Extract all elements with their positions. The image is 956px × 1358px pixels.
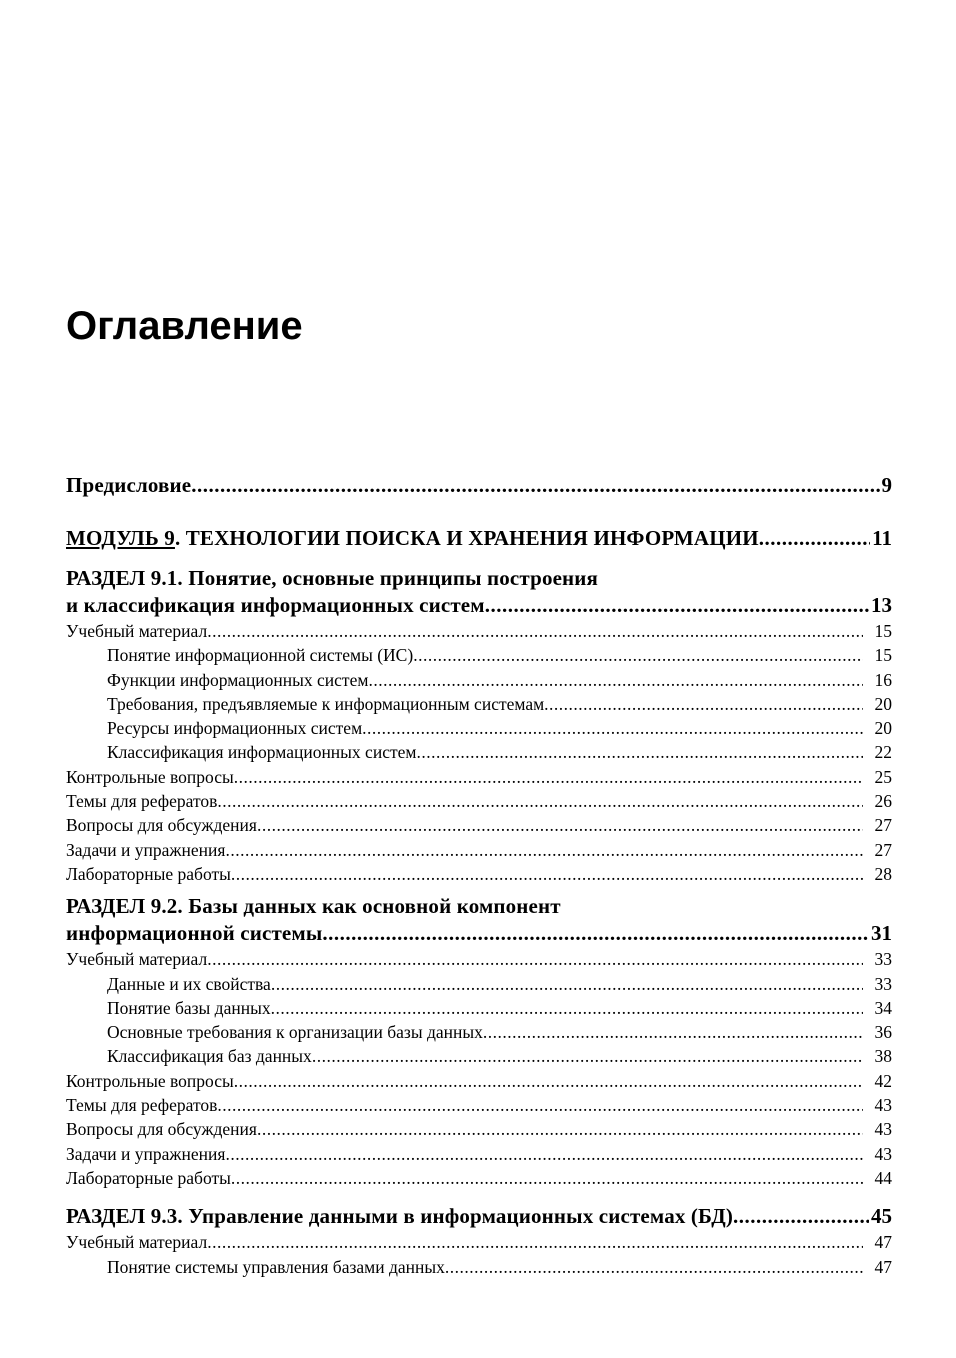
toc-page-number: 25 [874, 766, 892, 787]
toc-page-number: 22 [874, 742, 892, 763]
toc-entry[interactable] [66, 1093, 892, 1117]
toc-page-number: 20 [874, 718, 892, 739]
toc-leader-dots [413, 643, 863, 667]
toc-entry[interactable] [66, 1230, 892, 1254]
toc-entry[interactable] [66, 1142, 892, 1166]
toc-page-number: 27 [874, 815, 892, 836]
toc-subentry[interactable] [66, 716, 892, 740]
toc-leader-dots [416, 740, 863, 764]
toc-module-title [66, 525, 759, 552]
toc-entry[interactable] [66, 838, 892, 862]
toc-leader-dots [217, 789, 863, 813]
toc-page-number: 33 [874, 949, 892, 970]
toc-leader-dots [257, 813, 863, 837]
toc-page-number: 47 [874, 1256, 892, 1277]
toc-leader-dots [368, 668, 863, 692]
toc-subentry[interactable] [66, 1044, 892, 1068]
toc-page-number: 31 [871, 921, 892, 946]
toc-page-number: 36 [874, 1022, 892, 1043]
toc-page-number: 9 [881, 473, 892, 497]
toc-page-number: 28 [874, 863, 892, 884]
toc-page-number: 26 [874, 791, 892, 812]
toc-subentry-title: Данные и их свойства [107, 973, 271, 994]
toc-subentry[interactable] [66, 668, 892, 692]
toc-entry[interactable] [66, 1166, 892, 1190]
toc-page-number: 43 [874, 1119, 892, 1140]
toc-subentry-title: Понятие информационной системы (ИС) [107, 645, 414, 666]
toc-page-number: 16 [874, 669, 892, 690]
page-title: Оглавление [66, 304, 303, 348]
toc-leader-dots [759, 525, 870, 552]
toc-leader-dots [191, 472, 879, 499]
toc-subentry-title: Классификация информационных систем [107, 742, 417, 763]
toc-entry[interactable] [66, 862, 892, 886]
module-label: МОДУЛЬ 9 [66, 526, 175, 550]
toc-subentry-title: Требования, предъявляемые к информационным системам [107, 693, 545, 714]
toc-subentry[interactable] [66, 1255, 892, 1279]
toc-subentry[interactable] [66, 972, 892, 996]
toc-entry-title: Учебный материал [66, 621, 208, 641]
toc-page-number: 11 [872, 526, 892, 550]
toc-leader-dots [312, 1044, 863, 1068]
toc-leader-dots [322, 920, 869, 947]
toc-page-number: 38 [874, 1046, 892, 1067]
toc-page-number: 15 [874, 645, 892, 666]
toc-subentry-title: Ресурсы информационных систем [107, 718, 363, 739]
toc-section[interactable] [66, 592, 892, 619]
toc-subentry[interactable] [66, 996, 892, 1020]
toc-leader-dots [362, 716, 863, 740]
toc-sections [66, 565, 892, 1279]
toc-entry-title: Темы для рефератов [66, 791, 218, 812]
toc-entry[interactable] [66, 1117, 892, 1141]
toc-subentry-title: Основные требования к организации базы данных [107, 1022, 483, 1043]
toc-entry[interactable] [66, 1069, 892, 1093]
toc-page-number: 33 [874, 973, 892, 994]
toc-leader-dots [207, 1230, 863, 1254]
toc-entry-title: Учебный материал [66, 1232, 208, 1253]
module-name: . ТЕХНОЛОГИИ ПОИСКА И ХРАНЕНИЯ ИНФОРМАЦИИ [174, 526, 759, 550]
toc-leader-dots [225, 838, 863, 862]
toc-leader-dots [231, 862, 863, 886]
toc-leader-dots [217, 1093, 863, 1117]
toc-leader-dots [234, 765, 863, 789]
toc-section-title: и классификация информационных систем [66, 593, 485, 617]
toc-section-title: РАЗДЕЛ 9.3. Управление данными в информационных системах (БД) [66, 1204, 734, 1229]
toc-module[interactable] [66, 525, 892, 552]
toc-leader-dots [271, 972, 863, 996]
toc-leader-dots [544, 692, 863, 716]
table-of-contents [66, 472, 892, 1279]
toc-leader-dots [485, 592, 869, 619]
toc-leader-dots [231, 1166, 863, 1190]
toc-entry-title: Лабораторные работы [66, 1167, 231, 1188]
toc-section-heading[interactable]: РАЗДЕЛ 9.1. Понятие, основные принципы построения [66, 566, 599, 590]
toc-entry-title: Вопросы для обсуждения [66, 1119, 257, 1140]
toc-section[interactable] [66, 920, 892, 947]
toc-page-number: 34 [874, 997, 892, 1018]
toc-page-number: 43 [874, 1095, 892, 1116]
toc-page-number: 15 [874, 621, 892, 641]
toc-subentry-title: Классификация баз данных [107, 1046, 312, 1067]
toc-section[interactable] [66, 1203, 892, 1230]
toc-entry[interactable] [66, 619, 892, 643]
toc-leader-dots [483, 1020, 863, 1044]
toc-subentry[interactable] [66, 740, 892, 764]
toc-subentry-title: Понятие базы данных [107, 997, 271, 1018]
toc-leader-dots [207, 619, 863, 643]
toc-subentry[interactable] [66, 1020, 892, 1044]
toc-preface-title: Предисловие [66, 473, 192, 497]
toc-entry-title: Контрольные вопросы [66, 1070, 234, 1091]
toc-entry-title: Контрольные вопросы [66, 766, 234, 787]
toc-section-title: информационной системы [66, 921, 323, 946]
toc-subentry[interactable] [66, 643, 892, 667]
toc-entry[interactable] [66, 947, 892, 971]
toc-entry[interactable] [66, 789, 892, 813]
toc-entry-title: Вопросы для обсуждения [66, 815, 257, 836]
toc-leader-dots [234, 1069, 863, 1093]
toc-page-number: 13 [871, 593, 892, 617]
toc-preface[interactable] [66, 472, 892, 499]
toc-entry-title: Лабораторные работы [66, 863, 231, 884]
toc-leader-dots [225, 1142, 863, 1166]
toc-leader-dots [271, 996, 863, 1020]
toc-entry-title: Учебный материал [66, 949, 208, 970]
toc-page-number: 42 [874, 1070, 892, 1091]
toc-entry[interactable] [66, 765, 892, 789]
toc-subentry-title: Функции информационных систем [107, 669, 369, 690]
toc-subentry[interactable] [66, 692, 892, 716]
toc-entry-title: Темы для рефератов [66, 1095, 218, 1116]
toc-entry[interactable] [66, 813, 892, 837]
toc-subentry-title: Понятие системы управления базами данных [107, 1256, 445, 1277]
toc-entry-title: Задачи и упражнения [66, 839, 226, 860]
toc-page-number: 20 [874, 693, 892, 714]
toc-leader-dots [445, 1255, 863, 1279]
toc-leader-dots [207, 947, 863, 971]
toc-leader-dots [257, 1117, 863, 1141]
toc-page-number: 47 [874, 1232, 892, 1253]
toc-page-number: 27 [874, 839, 892, 860]
toc-page-number: 44 [874, 1167, 892, 1188]
toc-section-heading[interactable]: РАЗДЕЛ 9.2. Базы данных как основной компонент [66, 894, 561, 919]
toc-page-number: 45 [871, 1204, 892, 1229]
toc-leader-dots [733, 1203, 869, 1230]
toc-entry-title: Задачи и упражнения [66, 1143, 226, 1164]
toc-page-number: 43 [874, 1143, 892, 1164]
